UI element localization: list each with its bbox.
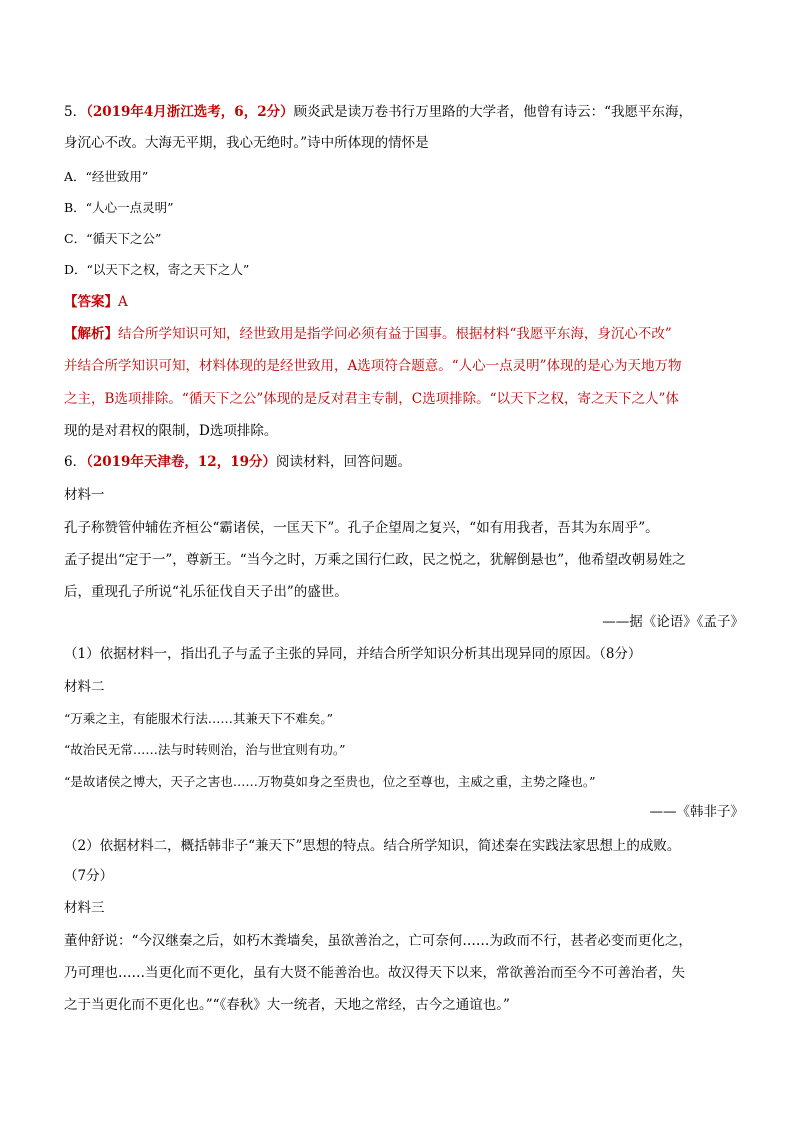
q6-source: （2019年天津卷，12，19分） bbox=[86, 454, 276, 470]
answer-value: A bbox=[118, 294, 128, 310]
sub-question-1: （1）依据材料一，指出孔子与孟子主张的异同，并结合所学知识分析其出现异同的原因。（8分） bbox=[64, 646, 642, 662]
q5-answer bbox=[64, 292, 744, 312]
material-3-line-1: 董仲舒说：“今汉继秦之后，如朽木粪墙矣，虽欲善治之，亡可奈何……为政而不行，甚者必变而更化之， bbox=[64, 933, 692, 949]
analysis-text-2a: 并结合所学知识可知，材料体现的是经世致用，A选项符合题意。 bbox=[64, 358, 452, 374]
q5-source: （2019年4月浙江选考，6，2分） bbox=[86, 104, 294, 120]
sub-question-2-line-1: （2）依据材料二，概括韩非子“兼天下”思想的特点。结合所学知识，简述秦在实践法家思想上的成败。 bbox=[64, 838, 681, 854]
analysis-text-3d: “以天下之权，寄之天下之人” bbox=[489, 391, 666, 407]
q6-stem-line bbox=[64, 452, 744, 472]
material-2-source: ——《韩非子》 bbox=[649, 804, 744, 820]
analysis-text-2c: 体现的是心为天地万物 bbox=[546, 358, 682, 374]
sub-question-2-line-2: （7分） bbox=[64, 868, 114, 884]
material-2-line-1: “万乘之主，有能服术行法……其兼天下不难矣。” bbox=[64, 711, 334, 726]
material-3-line-3: 之于当更化而不更化也。”“《春秋》大一统者，天地之常经，古今之通谊也。” bbox=[64, 997, 510, 1013]
material-3-line-2: 乃可理也……当更化而不更化，虽有大贤不能善治也。故汉得天下以来，常欲善治而至今不可善治者，失 bbox=[64, 965, 685, 981]
answer-label: 【答案】 bbox=[64, 294, 118, 310]
q5-analysis-line-1 bbox=[64, 324, 744, 344]
q5-option-b: B．“人心一点灵明” bbox=[64, 200, 174, 215]
q5-analysis-line-3 bbox=[64, 389, 744, 409]
analysis-text-3b: “循天下之公” bbox=[181, 391, 264, 407]
q5-option-d: D．“以天下之权，寄之天下之人” bbox=[64, 262, 250, 277]
material-2-line-3: “是故诸侯之博大，天子之害也……万物莫如身之至贵也，位之至尊也，主威之重，主势之隆也。” bbox=[64, 774, 596, 789]
material-1-source: ——据《论语》《孟子》 bbox=[602, 614, 744, 630]
analysis-label: 【解析】 bbox=[64, 326, 118, 342]
q5-analysis-line-4: 现的是对君权的限制，D选项排除。 bbox=[64, 423, 278, 439]
q5-stem-line-2: 身沉心不改。大海无平期，我心无绝时。”诗中所体现的情怀是 bbox=[64, 135, 429, 151]
analysis-text-3c: 体现的是反对君主专制，C选项排除。 bbox=[263, 391, 490, 407]
q6-number: 6． bbox=[64, 454, 87, 470]
q6-stem: 阅读材料，回答问题。 bbox=[276, 454, 411, 470]
analysis-text-2b: “人心一点灵明” bbox=[451, 358, 547, 374]
material-1-line-1: 孔子称赞管仲辅佐齐桓公“霸诸侯，一匡天下”。孔子企望周之复兴，“如有用我者，吾其为东周乎”。 bbox=[64, 520, 659, 536]
material-2-line-2: “故治民无常……法与时转则治，治与世宜则有功。” bbox=[64, 742, 346, 757]
material-1-line-2: 孟子提出“定于一”，尊新王。“当今之时，万乘之国行仁政，民之悦之，犹解倒悬也”，他希望改朝易姓之 bbox=[64, 552, 686, 568]
q5-option-c: C．“循天下之公” bbox=[64, 231, 162, 246]
q5-number: 5． bbox=[64, 104, 87, 120]
q5-analysis-line-2 bbox=[64, 356, 744, 376]
material-2-title: 材料二 bbox=[64, 679, 105, 695]
analysis-text-3e: 体 bbox=[665, 391, 679, 407]
material-1-title: 材料一 bbox=[64, 487, 105, 503]
analysis-text-1: 结合所学知识可知，经世致用是指学问必须有益于国事。根据材料“我愿平东海，身沉心不改” bbox=[118, 326, 672, 342]
q5-option-a: A．“经世致用” bbox=[64, 169, 149, 184]
analysis-text-3a: 之主，B选项排除。 bbox=[64, 391, 182, 407]
q5-stem-line-1 bbox=[64, 102, 744, 122]
q5-stem-1: 顾炎武是读万卷书行万里路的大学者，他曾有诗云：“我愿平东海， bbox=[293, 104, 693, 120]
material-1-line-3: 后，重现孔子所说“礼乐征伐自天子出”的盛世。 bbox=[64, 584, 348, 600]
material-3-title: 材料三 bbox=[64, 900, 105, 916]
